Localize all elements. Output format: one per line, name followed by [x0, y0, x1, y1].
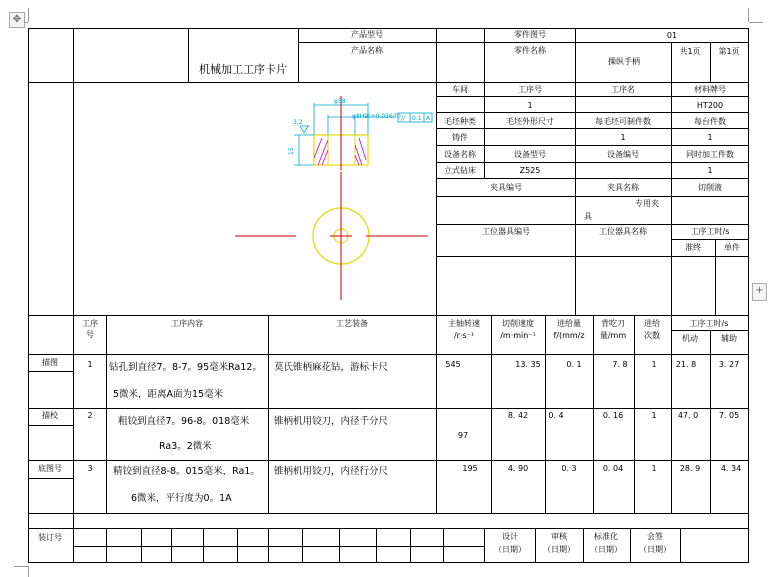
op-hours-label: 工序工时/s	[690, 227, 730, 236]
dim-height-label: 15	[288, 147, 295, 155]
step-3-equipment: 锥柄机用铰刀，内径行分尺	[274, 466, 389, 477]
step-2-content-a: 粗铰到直径7。96-8。018毫米	[118, 416, 250, 427]
step-3-speed: 195	[462, 464, 478, 473]
surface-finish-label: 3.2	[293, 119, 303, 126]
op-no-label: 工序号	[518, 85, 542, 94]
blank-type-label: 毛坯种类	[444, 117, 476, 126]
step-2-equipment: 锥柄机用铰刀，内径千分尺	[274, 416, 389, 427]
part-drawing-value: 01	[666, 31, 678, 40]
step-2-no: 2	[87, 411, 93, 420]
col-speed-a: 主轴转速	[448, 319, 480, 328]
col-cut-speed-a: 切削速度	[502, 319, 534, 328]
gdt-symbol-label: //	[401, 115, 406, 122]
equip-name-label: 设备名称	[444, 150, 476, 159]
signoff-review: 审核	[551, 532, 567, 541]
simultaneous-label: 同时加工件数	[686, 150, 734, 159]
per-blank-label: 每毛坯可制件数	[595, 117, 651, 126]
signoff-standard-date: （日期）	[590, 545, 622, 554]
dim-tolerance-label: φ8H9(+0.036/0)	[352, 113, 401, 120]
signoff-design-date: （日期）	[494, 545, 526, 554]
op-no-value: 1	[527, 101, 533, 110]
col-aux: 辅助	[721, 334, 737, 343]
material-value: HT200	[696, 101, 724, 110]
part-name-value: 操纵手柄	[608, 57, 640, 66]
step-2-speed: 97	[457, 431, 469, 440]
gdt-value-label: 0.1	[412, 115, 422, 122]
signoff-review-date: （日期）	[543, 545, 575, 554]
product-name-label: 产品名称	[351, 46, 383, 55]
step-3-cut-speed: 4. 90	[507, 464, 529, 473]
op-name-label: 工序名	[611, 85, 635, 94]
step-2-machine: 47. 0	[677, 411, 699, 420]
col-feed-b: f/(mm/z	[553, 331, 585, 340]
step-3-content-b: 6微米，平行度为0。1A	[131, 493, 232, 504]
equip-model-label: 设备型号	[514, 150, 546, 159]
col-passes-a: 进给	[644, 319, 660, 328]
side-label-traced: 描校	[42, 411, 58, 420]
col-speed-b: /r·s⁻¹	[453, 331, 475, 340]
coolant-label: 切削液	[698, 183, 722, 192]
move-icon: ✥	[12, 14, 22, 25]
total-pages: 共1页	[679, 47, 701, 56]
col-passes-b: 次数	[644, 331, 660, 340]
step-1-aux: 3. 27	[718, 360, 740, 369]
signoff-standard: 标准化	[594, 532, 618, 541]
step-1-depth: 7. 8	[612, 360, 628, 369]
col-machine: 机动	[682, 334, 698, 343]
card-title: 机械加工工序卡片	[199, 63, 287, 76]
equip-name-value: 立式钻床	[444, 166, 476, 175]
step-1-cut-speed: 13. 35	[515, 360, 541, 369]
step-3-content-a: 精铰到直径8-8。015毫米，Ra1。	[113, 466, 260, 477]
step-1-machine: 21. 8	[675, 360, 697, 369]
step-3-machine: 28. 9	[679, 464, 701, 473]
page-number: 第1页	[718, 47, 740, 56]
gdt-datum-label: A	[426, 115, 431, 122]
equip-model-value: Z525	[519, 166, 541, 175]
col-hours: 工序工时/s	[689, 319, 729, 328]
part-drawing-label: 零件图号	[514, 30, 546, 39]
signoff-design: 设计	[502, 532, 518, 541]
step-2-passes: 1	[651, 411, 657, 420]
step-2-aux: 7. 05	[718, 411, 740, 420]
simultaneous-value: 1	[707, 166, 713, 175]
fixture-name-value-a: 专用夹	[635, 199, 659, 208]
side-label-drawn: 描图	[42, 358, 58, 367]
fixture-name-value-b: 具	[584, 212, 592, 221]
product-model-label: 产品型号	[351, 30, 383, 39]
dim-diameter-label: φ58	[334, 98, 346, 105]
step-1-equipment: 莫氏锥柄麻花钻，游标卡尺	[274, 362, 389, 373]
col-depth-a: 背吃刀	[601, 319, 625, 328]
step-2-content-b: Ra3。2微米	[159, 441, 212, 452]
blank-dim-label: 毛坯外形尺寸	[506, 117, 554, 126]
col-depth-b: 量/mm	[599, 331, 627, 340]
step-1-speed: 545	[445, 360, 461, 369]
unit-time-label: 单件	[724, 243, 740, 252]
step-1-passes: 1	[651, 360, 657, 369]
step-1-feed: 0. 1	[566, 360, 582, 369]
side-label-bottom-no: 底图号	[38, 464, 62, 473]
col-step-no-a: 工序	[82, 319, 98, 328]
material-label: 材料牌号	[694, 85, 726, 94]
step-2-depth: 0. 16	[602, 411, 624, 420]
equip-no-label: 设备编号	[607, 150, 639, 159]
step-3-feed: 0. 3	[561, 464, 577, 473]
col-content: 工序内容	[171, 319, 203, 328]
step-1-content-b: 5微米，距离A面为15毫米	[113, 389, 224, 400]
step-3-depth: 0. 04	[602, 464, 624, 473]
step-2-feed: 0. 4	[548, 411, 564, 420]
blank-type-value: 铸件	[452, 133, 468, 142]
workshop-label: 车间	[452, 85, 468, 94]
per-unit-label: 每台件数	[694, 117, 726, 126]
step-3-passes: 1	[651, 464, 657, 473]
per-unit-value: 1	[707, 133, 713, 142]
part-name-label: 零件名称	[514, 46, 546, 55]
col-feed-a: 进给量	[557, 319, 581, 328]
col-cut-speed-b: /m·min⁻¹	[500, 331, 536, 340]
fixture-no-label: 夹具编号	[490, 183, 522, 192]
per-blank-value: 1	[620, 133, 626, 142]
plus-icon: +	[755, 285, 764, 296]
step-3-no: 3	[87, 464, 93, 473]
station-no-label: 工位器具编号	[482, 227, 530, 236]
step-3-aux: 4. 34	[720, 464, 742, 473]
col-step-no-b: 号	[86, 330, 94, 339]
side-label-binding-no: 装订号	[38, 533, 62, 542]
signoff-countersign-date: （日期）	[639, 545, 671, 554]
step-1-content-a: 钻孔到直径7。8-7。95毫米Ra12。	[109, 362, 262, 373]
station-name-label: 工位器具名称	[599, 227, 647, 236]
col-equipment: 工艺装备	[336, 319, 368, 328]
signoff-countersign: 会签	[647, 532, 663, 541]
step-1-no: 1	[87, 360, 93, 369]
step-2-cut-speed: 8. 42	[507, 411, 529, 420]
fixture-name-label: 夹具名称	[607, 183, 639, 192]
prep-label: 准终	[685, 243, 701, 252]
